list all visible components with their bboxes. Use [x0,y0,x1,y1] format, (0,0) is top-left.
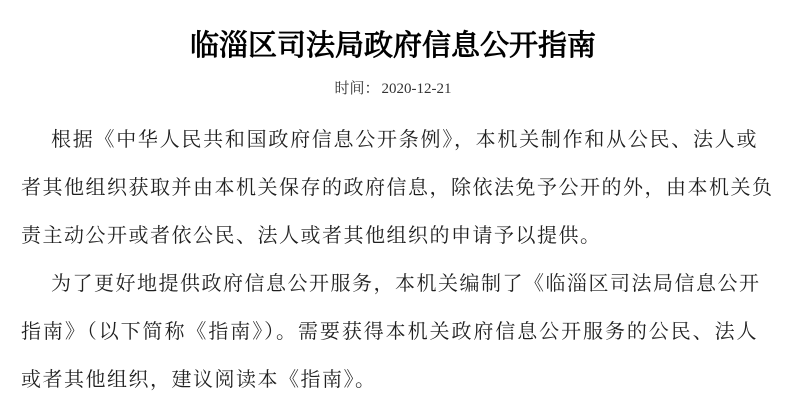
page-title: 临淄区司法局政府信息公开指南 [189,30,596,62]
paragraph [21,116,774,260]
paragraph-line: 责主动公开或者依公民、法人或者其他组织的申请予以提供。 [21,225,602,247]
paragraph-line: 为了更好地提供政府信息公开服务，本机关编制了《临淄区司法局信息公开 [51,273,761,295]
paragraph-line: 根据《中华人民共和国政府信息公开条例》，本机关制作和从公民、法人或 [51,129,758,151]
article-body [0,116,786,404]
paragraph [21,260,761,404]
paragraph-line: 者其他组织获取并由本机关保存的政府信息，除依法免予公开的外，由本机关负 [21,177,774,199]
time-value: 2020-12-21 [381,81,452,97]
paragraph-line: 或者其他组织，建议阅读本《指南》。 [21,369,377,391]
time-label: 时间： [334,81,380,97]
paragraph-line: 指南》（以下简称《指南》）。需要获得本机关政府信息公开服务的公民、法人 [21,321,758,343]
publish-time [0,79,786,99]
